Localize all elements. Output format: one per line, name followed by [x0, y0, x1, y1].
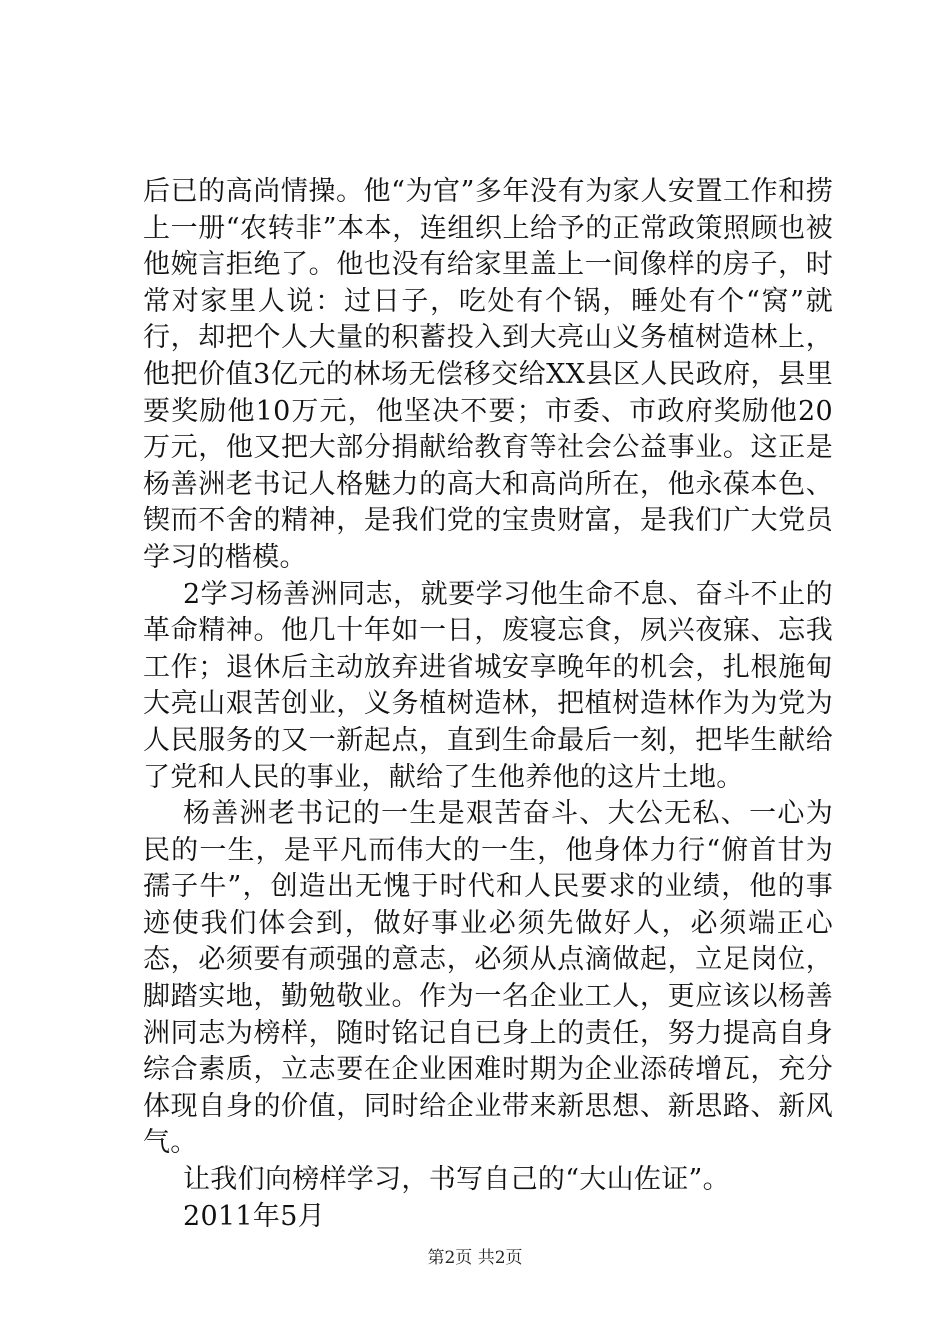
- paragraph-closing: 让我们向榜样学习，书写自己的“大山佐证”。: [183, 1164, 730, 1196]
- page-footer: 第2页 共2页: [427, 1248, 523, 1268]
- document-body: [143, 174, 833, 1235]
- paragraph-point-2: 2学习杨善洲同志，就要学习他生命不息、奋斗不止的革命精神。他几十年如一日，废寝忘食，夙兴夜寐、忘我工作；退休后主动放弃进省城安享晚年的机会，扎根施甸大亮山艰苦创业，义务植树造林，把植树造林作为为党为人民服务的又一新起点，直到生命最后一刻，把毕生献给了党和人民的事业，献给了生他养他的这片土地。: [143, 578, 833, 793]
- paragraph-continuation: 后已的高尚情操。他“为官”多年没有为家人安置工作和捞上一册“农转非”本本，连组织上给予的正常政策照顾也被他婉言拒绝了。他也没有给家里盖上一间像样的房子，时常对家里人说：过日子，吃处有个锅，睡处有个“窝”就行，却把个人大量的积蓄投入到大亮山义务植树造林上，他把价值3亿元的林场无偿移交给XX县区人民政府，县里要奖励他10万元，他坚决不要；市委、市政府奖励他20万元，他又把大部分捐献给教育等社会公益事业。这正是杨善洲老书记人格魅力的高大和高尚所在，他永葆本色、锲而不舍的精神，是我们党的宝贵财富，是我们广大党员学习的楷模。: [143, 176, 833, 573]
- paragraph-summary: 杨善洲老书记的一生是艰苦奋斗、大公无私、一心为民的一生，是平凡而伟大的一生，他身体力行“俯首甘为孺子牛”，创造出无愧于时代和人民要求的业绩，他的事迹使我们体会到，做好事业必须先做好人，必须端正心态，必须要有顽强的意志，必须从点滴做起，立足岗位，脚踏实地，勤勉敬业。作为一名企业工人，更应该以杨善洲同志为榜样，随时铭记自已身上的责任，努力提高自身综合素质，立志要在企业困难时期为企业添砖增瓦，充分体现自身的价值，同时给企业带来新思想、新思路、新风气。: [143, 798, 833, 1159]
- document-date: 2011年5月: [183, 1200, 325, 1232]
